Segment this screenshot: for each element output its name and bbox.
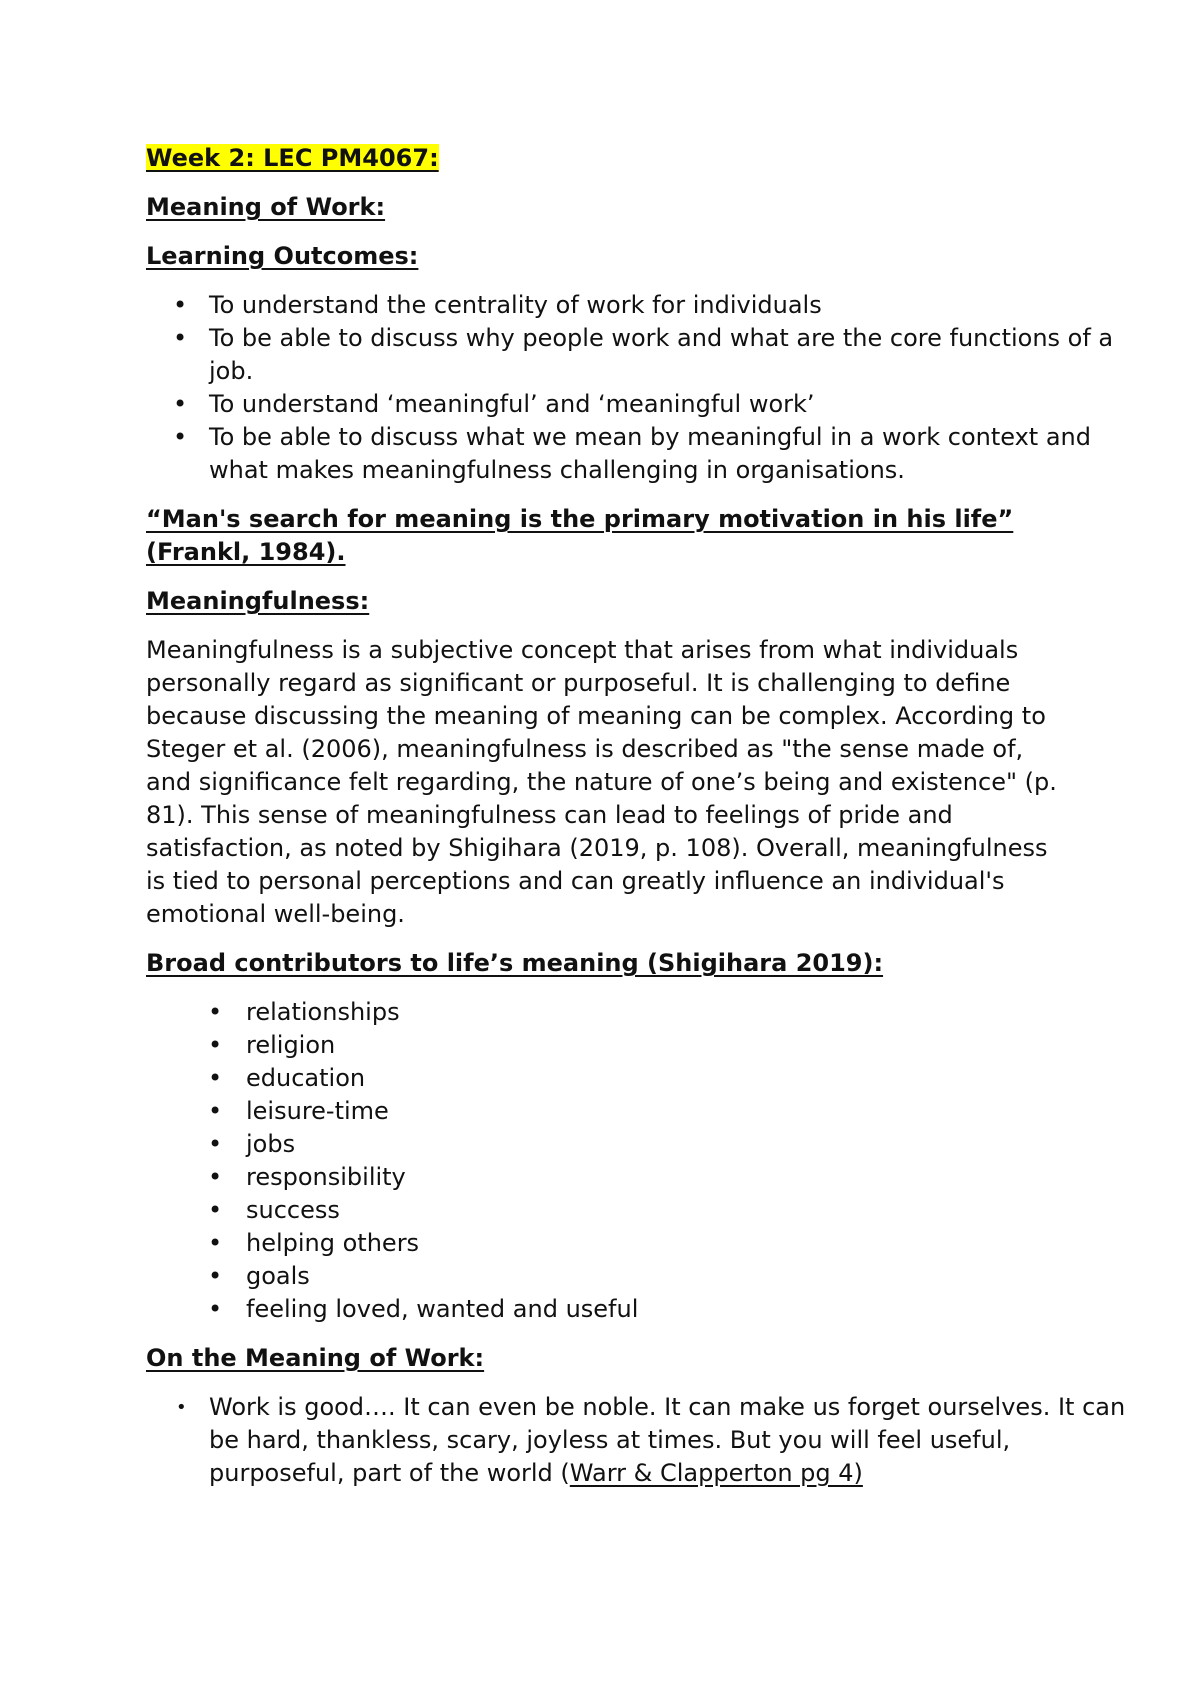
- list-item: [136, 1161, 1080, 1194]
- bullet-icon: •: [173, 390, 188, 418]
- list-item-text: goals: [246, 1262, 310, 1290]
- meaningfulness-paragraph: Meaningfulness is a subjective concept that arises from what individuals personally regard as significant or purposeful. It is challenging to define because discussing the meaning of meaning can be complex. According to Steger et al. (2006), meaningfulness is described as "the sense made of, and significance felt regarding, the nature of one’s being and existence" (p. 81). This sense of meaningfulness can lead to feelings of pride and satisfaction, as noted by Shigihara (2019, p. 108). Overall, meaningfulness is tied to personal perceptions and can greatly influence an individual's emotional well-being.: [146, 636, 1057, 928]
- bullet-icon: •: [173, 291, 188, 319]
- list-item-text: To be able to discuss what we mean by meaningful in a work context and what makes meaningfulness challenging in organisations.: [209, 423, 1091, 484]
- bullet-icon: •: [208, 1262, 223, 1290]
- bullet-icon: •: [208, 1295, 223, 1323]
- list-item: [136, 1391, 1139, 1490]
- bullet-icon: •: [208, 1097, 223, 1125]
- work-quote-text: Work is good…. It can even be noble. It can make us forget ourselves. It can be hard, thankless, scary, joyless at times. But you will feel useful, purposeful, part of the world (: [209, 1393, 1126, 1487]
- list-item: [136, 1095, 1080, 1128]
- list-item-text: success: [246, 1196, 340, 1224]
- list-item-text: To be able to discuss why people work and what are the core functions of a job.: [209, 324, 1114, 385]
- list-item: [136, 322, 1139, 388]
- list-item: [136, 996, 1080, 1029]
- list-item: [136, 421, 1139, 487]
- contributors-list: [146, 996, 1080, 1326]
- bullet-icon: •: [173, 423, 188, 451]
- on-meaning-of-work-heading: On the Meaning of Work:: [146, 1344, 485, 1372]
- list-item-text: relationships: [246, 998, 400, 1026]
- list-item: [136, 1194, 1080, 1227]
- list-item: [136, 1293, 1080, 1326]
- meaning-of-work-heading: Meaning of Work:: [146, 193, 386, 221]
- list-item: [136, 1128, 1080, 1161]
- contributors-heading: Broad contributors to life’s meaning (Shigihara 2019):: [146, 949, 884, 977]
- learning-outcomes-list: [146, 289, 1114, 487]
- list-item: [136, 289, 1139, 322]
- bullet-icon: •: [173, 324, 188, 352]
- list-item-text: leisure-time: [246, 1097, 389, 1125]
- list-item: [136, 1260, 1080, 1293]
- list-item: [136, 1062, 1080, 1095]
- list-item-text: education: [246, 1064, 366, 1092]
- bullet-icon: •: [208, 1196, 223, 1224]
- warr-clapperton-reference-link[interactable]: Warr & Clapperton pg 4): [569, 1459, 863, 1487]
- list-item-text: To understand the centrality of work for individuals: [209, 291, 822, 319]
- bullet-icon: •: [208, 1229, 223, 1257]
- list-item-text: religion: [246, 1031, 336, 1059]
- bullet-icon: •: [208, 998, 223, 1026]
- frankl-quote: “Man's search for meaning is the primary motivation in his life” (Frankl, 1984).: [146, 505, 1014, 566]
- bullet-icon: •: [208, 1163, 223, 1191]
- week-title-text: Week 2: LEC PM4067:: [146, 144, 439, 172]
- list-item-text: jobs: [246, 1130, 296, 1158]
- learning-outcomes-heading: Learning Outcomes:: [146, 242, 419, 270]
- week-title: [146, 142, 1080, 175]
- list-item: [136, 1227, 1080, 1260]
- list-item-text: helping others: [246, 1229, 420, 1257]
- list-item: [136, 388, 1139, 421]
- bullet-icon: •: [176, 1397, 187, 1418]
- bullet-icon: •: [208, 1064, 223, 1092]
- list-item-text: To understand ‘meaningful’ and ‘meaningful work’: [209, 390, 815, 418]
- list-item-text: feeling loved, wanted and useful: [246, 1295, 639, 1323]
- bullet-icon: •: [208, 1130, 223, 1158]
- bullet-icon: •: [208, 1031, 223, 1059]
- meaningfulness-heading: Meaningfulness:: [146, 587, 370, 615]
- work-quote-list: [146, 1391, 1126, 1490]
- list-item: [136, 1029, 1080, 1062]
- list-item-text: responsibility: [246, 1163, 406, 1191]
